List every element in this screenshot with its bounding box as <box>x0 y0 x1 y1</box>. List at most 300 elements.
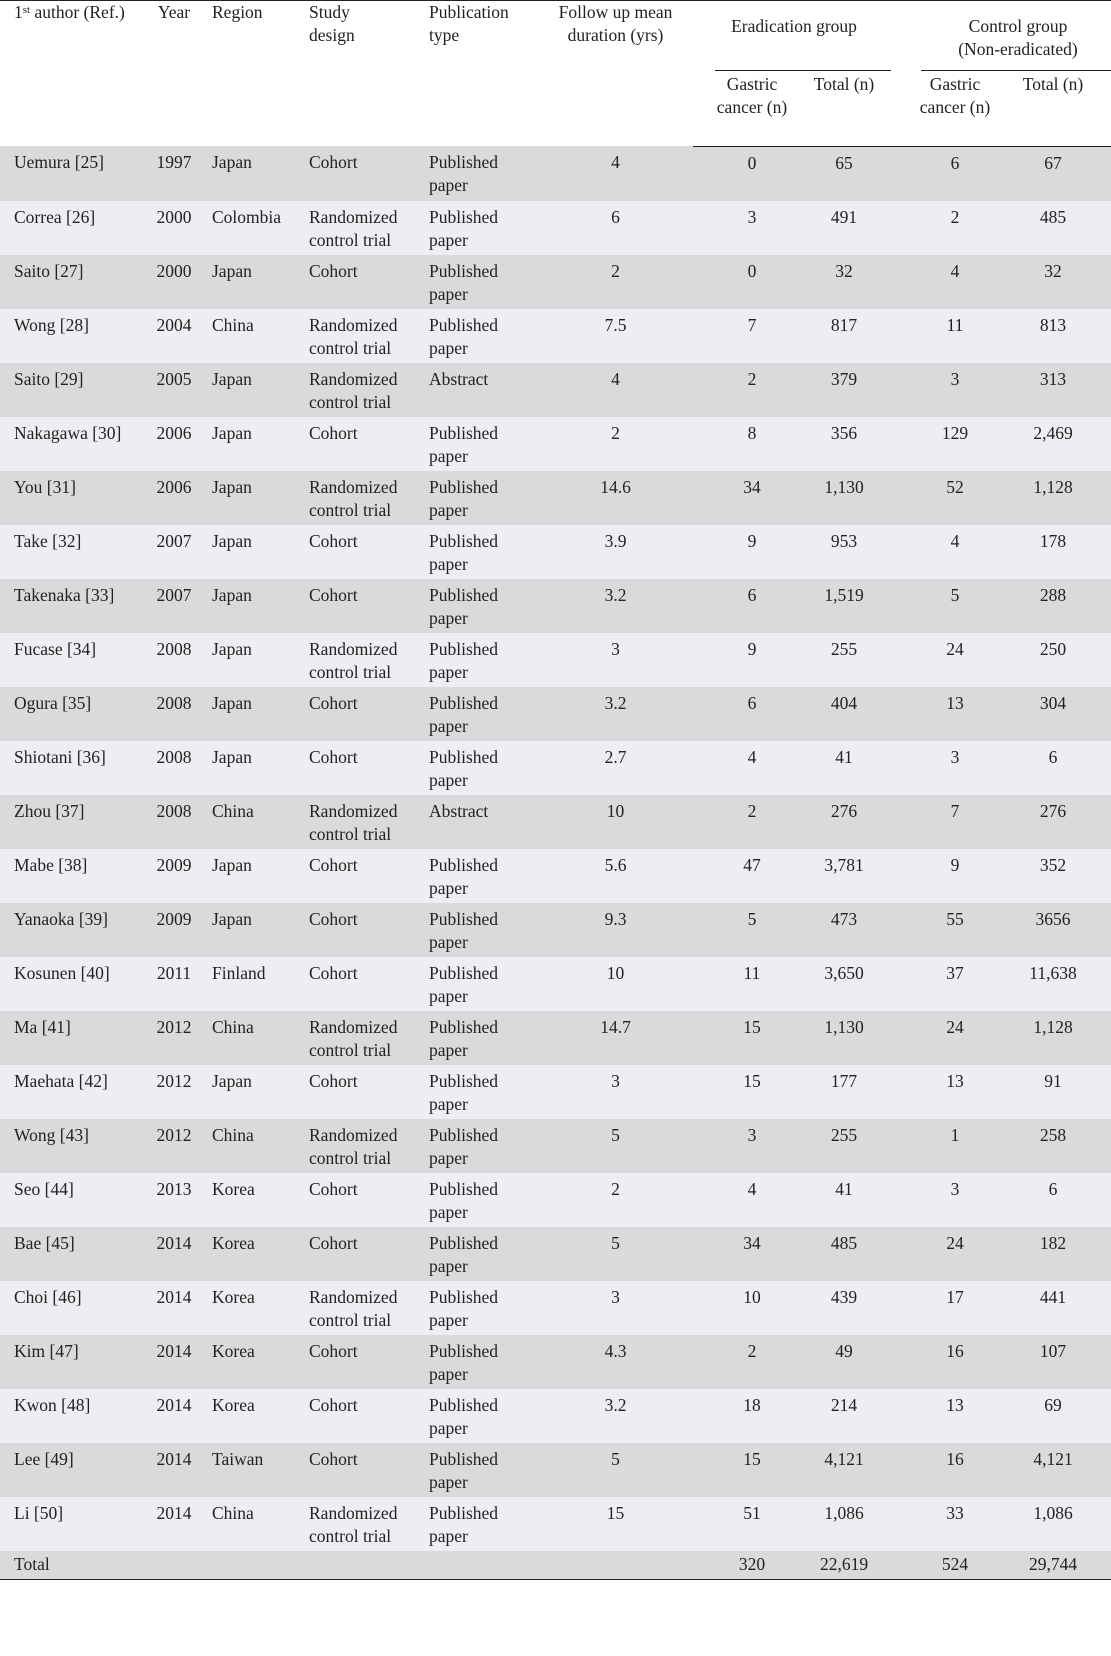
cell-study-design-line: Randomized <box>309 476 398 497</box>
cell-author: Zhou [37] <box>14 800 85 821</box>
cell-publication-type-line: Published <box>429 1124 499 1145</box>
cell-erad-total: 1,519 <box>824 584 864 605</box>
cell-erad-gastric-cancer: 7 <box>747 314 757 335</box>
cell-publication-type <box>429 309 538 363</box>
cell-year: 2007 <box>156 584 192 605</box>
cell-erad-gastric-cancer: 9 <box>747 530 757 551</box>
cell-publication-type <box>429 687 538 741</box>
cell-ctrl-total: 352 <box>1039 854 1067 875</box>
cell-publication-type <box>429 957 538 1011</box>
cell-ctrl-gastric-cancer: 33 <box>946 1502 964 1523</box>
cell-study-design <box>306 1443 429 1497</box>
cell-ctrl-gastric-cancer: 37 <box>946 962 964 983</box>
empty-cell <box>538 1551 693 1580</box>
cell-followup: 4 <box>611 152 620 172</box>
table-row <box>0 849 1111 903</box>
cell-publication-type <box>429 903 538 957</box>
ctrl-total-header: Total (n) <box>995 73 1111 146</box>
cell-erad-gastric-cancer: 3 <box>747 206 757 227</box>
table-row <box>0 1335 1111 1389</box>
cell-publication-type <box>429 1173 538 1227</box>
cell-followup: 5 <box>611 1124 620 1145</box>
cell-ctrl-total: 485 <box>1039 206 1067 227</box>
cell-study-design-line: Randomized <box>309 314 398 335</box>
cell-publication-type-line: paper <box>429 1093 468 1114</box>
cell-study-design <box>306 1065 429 1119</box>
cell-followup: 2.7 <box>604 746 627 767</box>
cell-followup: 5 <box>611 1448 620 1469</box>
cell-publication-type-line: paper <box>429 1201 468 1222</box>
cell-ctrl-total: 6 <box>1048 1178 1058 1199</box>
cell-region: Japan <box>212 854 252 875</box>
cell-study-design <box>306 1227 429 1281</box>
cell-publication-type <box>429 1119 538 1173</box>
cell-year: 2005 <box>156 368 192 389</box>
cell-followup: 2 <box>611 260 620 281</box>
cell-study-design <box>306 795 429 849</box>
cell-erad-total: 255 <box>830 638 858 659</box>
cell-publication-type <box>429 255 538 309</box>
cell-ctrl-total: 6 <box>1048 746 1058 767</box>
empty-cell <box>204 1551 306 1580</box>
cell-erad-gastric-cancer: 15 <box>743 1070 761 1091</box>
cell-year: 2009 <box>156 854 192 875</box>
cell-ctrl-gastric-cancer: 24 <box>946 1232 964 1253</box>
total-row <box>0 1551 1111 1580</box>
cell-year: 2014 <box>156 1502 192 1523</box>
cell-study-design <box>306 687 429 741</box>
cell-year: 2008 <box>156 800 192 821</box>
header-row-1 <box>0 1 1111 74</box>
cell-author: Lee [49] <box>14 1448 74 1469</box>
cell-publication-type-line: paper <box>429 1309 468 1330</box>
cell-publication-type-line: Published <box>429 422 499 443</box>
cell-author: Correa [26] <box>14 206 96 227</box>
cell-study-design <box>306 1389 429 1443</box>
table-row <box>0 1227 1111 1281</box>
table-header <box>0 1 1111 147</box>
cell-study-design-line: control trial <box>309 1525 392 1546</box>
table-row <box>0 363 1111 417</box>
cell-study-design <box>306 471 429 525</box>
cell-study-design-line: Cohort <box>309 1340 358 1361</box>
cell-study-design-line: control trial <box>309 661 392 682</box>
cell-publication-type-line: Published <box>429 152 499 172</box>
cell-region: Korea <box>212 1178 255 1199</box>
cell-year: 2006 <box>156 476 192 497</box>
cell-study-design-line: control trial <box>309 499 392 520</box>
cell-region: Colombia <box>212 206 282 227</box>
cell-publication-type-line: Published <box>429 908 499 929</box>
cell-publication-type-line: paper <box>429 445 468 466</box>
cell-publication-type-line: paper <box>429 283 468 304</box>
cell-study-design <box>306 957 429 1011</box>
cell-region: Japan <box>212 368 252 389</box>
eradication-group-rule <box>715 70 891 71</box>
cell-publication-type <box>429 579 538 633</box>
cell-ctrl-gastric-cancer: 16 <box>946 1340 964 1361</box>
cell-region: Japan <box>212 422 252 443</box>
cell-study-design-line: control trial <box>309 823 392 844</box>
cell-study-design-line: Cohort <box>309 1070 358 1091</box>
cell-publication-type <box>429 1227 538 1281</box>
cell-study-design-line: Randomized <box>309 1016 398 1037</box>
cell-followup: 2 <box>611 1178 620 1199</box>
cell-publication-type <box>429 795 538 849</box>
cell-publication-type-line: Published <box>429 1178 499 1199</box>
cell-erad-gastric-cancer: 2 <box>747 1340 757 1361</box>
col-region-header: Region <box>212 2 263 22</box>
cell-ctrl-total: 32 <box>1044 260 1062 281</box>
cell-study-design <box>306 146 429 201</box>
cell-erad-total: 49 <box>835 1340 853 1361</box>
cell-ctrl-total: 182 <box>1039 1232 1067 1253</box>
cell-year: 2013 <box>156 1178 192 1199</box>
cell-study-design <box>306 1497 429 1551</box>
cell-publication-type-line: Published <box>429 530 499 551</box>
cell-ctrl-gastric-cancer: 129 <box>941 422 969 443</box>
cell-region: Japan <box>212 638 252 659</box>
cell-author: Take [32] <box>14 530 82 551</box>
cell-ctrl-gastric-cancer: 9 <box>950 854 960 875</box>
cell-region: Japan <box>212 152 252 172</box>
cell-erad-gastric-cancer: 2 <box>747 800 757 821</box>
cell-erad-gastric-cancer: 4 <box>747 1178 757 1199</box>
table-row <box>0 903 1111 957</box>
cell-year: 2012 <box>156 1124 192 1145</box>
cell-author: Ma [41] <box>14 1016 71 1037</box>
cell-study-design-line: Cohort <box>309 1394 358 1415</box>
cell-study-design-line: Cohort <box>309 1178 358 1199</box>
cell-followup: 3.9 <box>604 530 627 551</box>
cell-study-design <box>306 525 429 579</box>
cell-year: 2012 <box>156 1016 192 1037</box>
cell-publication-type <box>429 201 538 255</box>
cell-study-design-line: Randomized <box>309 1502 398 1523</box>
cell-year: 2000 <box>156 260 192 281</box>
cell-study-design-line: Cohort <box>309 962 358 983</box>
cell-author: Maehata [42] <box>14 1070 108 1091</box>
cell-erad-total: 177 <box>830 1070 858 1091</box>
total-ctrl-gastric-cancer: 524 <box>895 1551 995 1580</box>
cell-author: Saito [27] <box>14 260 84 281</box>
cell-author: Nakagawa [30] <box>14 422 122 443</box>
cell-ctrl-total: 11,638 <box>1029 962 1077 983</box>
cell-publication-type-line: paper <box>429 715 468 736</box>
cell-author: Li [50] <box>14 1502 64 1523</box>
cell-publication-type-line: Published <box>429 1448 499 1469</box>
cell-publication-type-line: paper <box>429 175 468 195</box>
cell-publication-type-line: Published <box>429 746 499 767</box>
cell-study-design-line: Randomized <box>309 368 398 389</box>
cell-study-design <box>306 363 429 417</box>
cell-erad-total: 65 <box>835 152 853 173</box>
cell-region: China <box>212 800 254 821</box>
col-year-header: Year <box>157 2 191 22</box>
cell-erad-total: 276 <box>830 800 858 821</box>
table-row <box>0 795 1111 849</box>
cell-publication-type-line: paper <box>429 229 468 250</box>
cell-ctrl-gastric-cancer: 3 <box>950 368 960 389</box>
cell-erad-total: 1,130 <box>824 476 864 497</box>
table-row <box>0 579 1111 633</box>
empty-cell <box>306 1551 429 1580</box>
cell-erad-total: 356 <box>830 422 858 443</box>
cell-publication-type <box>429 525 538 579</box>
ctrl-gastric-cancer-header: Gastric cancer (n) <box>895 73 995 146</box>
cell-region: Korea <box>212 1340 255 1361</box>
cell-publication-type-line: Published <box>429 260 499 281</box>
cell-author: Seo [44] <box>14 1178 74 1199</box>
cell-publication-type-line: paper <box>429 607 468 628</box>
cell-author: Uemura [25] <box>14 152 104 172</box>
cell-erad-gastric-cancer: 15 <box>743 1448 761 1469</box>
cell-publication-type-line: Published <box>429 1232 499 1253</box>
cell-publication-type <box>429 1281 538 1335</box>
cell-erad-gastric-cancer: 0 <box>747 152 757 173</box>
cell-publication-type-line: Abstract <box>429 800 489 821</box>
cell-erad-gastric-cancer: 3 <box>747 1124 757 1145</box>
cell-followup: 3.2 <box>604 584 627 605</box>
cell-erad-gastric-cancer: 15 <box>743 1016 761 1037</box>
cell-year: 1997 <box>156 152 192 172</box>
cell-publication-type-line: paper <box>429 769 468 790</box>
cell-region: Korea <box>212 1232 255 1253</box>
cell-erad-gastric-cancer: 5 <box>747 908 757 929</box>
cell-erad-total: 404 <box>830 692 858 713</box>
cell-study-design <box>306 1335 429 1389</box>
table-row <box>0 1281 1111 1335</box>
cell-ctrl-total: 1,086 <box>1033 1502 1073 1523</box>
cell-region: China <box>212 1016 254 1037</box>
cell-study-design-line: Cohort <box>309 908 358 929</box>
cell-year: 2014 <box>156 1394 192 1415</box>
cell-followup: 3 <box>611 638 620 659</box>
cell-followup: 2 <box>611 422 620 443</box>
cell-author: Mabe [38] <box>14 854 88 875</box>
cell-publication-type <box>429 1389 538 1443</box>
cell-study-design-line: control trial <box>309 229 392 250</box>
empty-cell <box>429 1551 538 1580</box>
cell-study-design-line: control trial <box>309 1147 392 1168</box>
cell-study-design-line: control trial <box>309 337 392 358</box>
cell-ctrl-total: 107 <box>1039 1340 1067 1361</box>
cell-erad-total: 4,121 <box>824 1448 864 1469</box>
col-pubtype-header: Publication type <box>429 2 509 45</box>
cell-year: 2011 <box>156 962 192 983</box>
cell-study-design <box>306 1011 429 1065</box>
cell-ctrl-total: 178 <box>1039 530 1067 551</box>
cell-publication-type-line: Published <box>429 1340 499 1361</box>
cell-erad-gastric-cancer: 2 <box>747 368 757 389</box>
cell-publication-type-line: paper <box>429 1363 468 1384</box>
cell-publication-type <box>429 1443 538 1497</box>
cell-study-design <box>306 579 429 633</box>
cell-ctrl-total: 441 <box>1039 1286 1067 1307</box>
cell-followup: 10 <box>606 962 625 983</box>
cell-ctrl-gastric-cancer: 52 <box>946 476 964 497</box>
cell-ctrl-total: 250 <box>1039 638 1067 659</box>
cell-erad-total: 1,130 <box>824 1016 864 1037</box>
cell-erad-gastric-cancer: 6 <box>747 584 757 605</box>
cell-year: 2014 <box>156 1448 192 1469</box>
cell-ctrl-total: 69 <box>1044 1394 1062 1415</box>
cell-study-design-line: Cohort <box>309 854 358 875</box>
cell-year: 2004 <box>156 314 192 335</box>
cell-erad-total: 379 <box>830 368 858 389</box>
table-row <box>0 687 1111 741</box>
cell-author: Ogura [35] <box>14 692 92 713</box>
cell-publication-type-line: paper <box>429 1255 468 1276</box>
cell-ctrl-gastric-cancer: 2 <box>950 206 960 227</box>
cell-erad-gastric-cancer: 34 <box>743 476 761 497</box>
cell-followup: 9.3 <box>604 908 627 929</box>
cell-ctrl-gastric-cancer: 13 <box>946 692 964 713</box>
cell-publication-type <box>429 741 538 795</box>
cell-ctrl-total: 91 <box>1044 1070 1062 1091</box>
cell-author: Shiotani [36] <box>14 746 106 767</box>
cell-ctrl-gastric-cancer: 24 <box>946 638 964 659</box>
cell-followup: 10 <box>606 800 625 821</box>
cell-erad-total: 255 <box>830 1124 858 1145</box>
table-row <box>0 1497 1111 1551</box>
table-row <box>0 1065 1111 1119</box>
cell-publication-type-line: paper <box>429 1417 468 1438</box>
cell-publication-type-line: Published <box>429 314 499 335</box>
control-group-rule <box>921 70 1111 71</box>
table-row <box>0 146 1111 201</box>
cell-study-design <box>306 201 429 255</box>
cell-erad-gastric-cancer: 9 <box>747 638 757 659</box>
cell-publication-type-line: Published <box>429 1286 499 1307</box>
cell-region: Taiwan <box>212 1448 264 1469</box>
cell-author: Kwon [48] <box>14 1394 91 1415</box>
cell-erad-total: 41 <box>835 746 853 767</box>
cell-region: Finland <box>212 962 266 983</box>
cell-publication-type-line: Published <box>429 638 499 659</box>
cell-study-design <box>306 849 429 903</box>
cell-region: Korea <box>212 1286 255 1307</box>
cell-publication-type-line: Published <box>429 854 499 875</box>
cell-publication-type <box>429 849 538 903</box>
cell-followup: 15 <box>606 1502 625 1523</box>
cell-publication-type-line: paper <box>429 931 468 952</box>
cell-ctrl-total: 1,128 <box>1033 476 1073 497</box>
total-label: Total <box>0 1551 144 1580</box>
erad-gastric-cancer-header: Gastric cancer (n) <box>693 73 793 146</box>
cell-publication-type <box>429 1335 538 1389</box>
cell-erad-gastric-cancer: 4 <box>747 746 757 767</box>
cell-erad-total: 953 <box>830 530 858 551</box>
table-row <box>0 957 1111 1011</box>
table-row <box>0 309 1111 363</box>
cell-study-design-line: Randomized <box>309 800 398 821</box>
table-row <box>0 471 1111 525</box>
col-followup-header: Follow up mean duration (yrs) <box>558 2 673 45</box>
cell-publication-type <box>429 633 538 687</box>
cell-ctrl-gastric-cancer: 11 <box>946 314 964 335</box>
cell-publication-type-line: Abstract <box>429 368 489 389</box>
table-row <box>0 1119 1111 1173</box>
cell-author: Kim [47] <box>14 1340 79 1361</box>
cell-study-design-line: Cohort <box>309 692 358 713</box>
cell-author: Takenaka [33] <box>14 584 115 605</box>
cell-study-design-line: control trial <box>309 1039 392 1060</box>
cell-ctrl-gastric-cancer: 24 <box>946 1016 964 1037</box>
cell-study-design-line: Cohort <box>309 746 358 767</box>
cell-ctrl-gastric-cancer: 16 <box>946 1448 964 1469</box>
cell-year: 2014 <box>156 1286 192 1307</box>
cell-author: Choi [46] <box>14 1286 82 1307</box>
cell-publication-type-line: Published <box>429 1394 499 1415</box>
cell-followup: 7.5 <box>604 314 627 335</box>
eradication-group-header: Eradication group <box>693 1 895 74</box>
cell-ctrl-total: 813 <box>1039 314 1067 335</box>
cell-study-design-line: Cohort <box>309 422 358 443</box>
cell-publication-type <box>429 471 538 525</box>
cell-study-design-line: Cohort <box>309 260 358 281</box>
cell-study-design-line: Randomized <box>309 1286 398 1307</box>
cell-ctrl-total: 3656 <box>1035 908 1071 929</box>
cell-study-design-line: control trial <box>309 1309 392 1330</box>
cell-ctrl-total: 67 <box>1044 152 1062 173</box>
cell-publication-type-line: paper <box>429 337 468 358</box>
cell-erad-total: 491 <box>830 206 858 227</box>
cell-study-design-line: Cohort <box>309 584 358 605</box>
cell-author: Saito [29] <box>14 368 84 389</box>
cell-study-design-line: Cohort <box>309 530 358 551</box>
cell-region: Japan <box>212 1070 252 1091</box>
table-row <box>0 1443 1111 1497</box>
cell-publication-type-line: paper <box>429 1525 468 1546</box>
cell-publication-type-line: paper <box>429 661 468 682</box>
cell-publication-type-line: Published <box>429 476 499 497</box>
cell-publication-type-line: Published <box>429 1016 499 1037</box>
cell-followup: 3.2 <box>604 1394 627 1415</box>
cell-ctrl-total: 304 <box>1039 692 1067 713</box>
cell-ctrl-gastric-cancer: 55 <box>946 908 964 929</box>
cell-erad-total: 32 <box>835 260 853 281</box>
cell-study-design-line: Cohort <box>309 1448 358 1469</box>
cell-publication-type-line: paper <box>429 877 468 898</box>
cell-followup: 3 <box>611 1070 620 1091</box>
cell-erad-total: 3,650 <box>824 962 864 983</box>
cell-author: Wong [28] <box>14 314 89 335</box>
cell-author: Wong [43] <box>14 1124 89 1145</box>
table-row <box>0 255 1111 309</box>
cell-publication-type-line: Published <box>429 1502 499 1523</box>
cell-erad-gastric-cancer: 6 <box>747 692 757 713</box>
cell-publication-type-line: Published <box>429 692 499 713</box>
cell-erad-gastric-cancer: 51 <box>743 1502 761 1523</box>
cell-followup: 5.6 <box>604 854 627 875</box>
cell-ctrl-total: 2,469 <box>1033 422 1073 443</box>
cell-erad-total: 41 <box>835 1178 853 1199</box>
cell-publication-type <box>429 1011 538 1065</box>
cell-publication-type <box>429 363 538 417</box>
cell-publication-type <box>429 146 538 201</box>
cell-erad-total: 3,781 <box>824 854 864 875</box>
cell-ctrl-gastric-cancer: 4 <box>950 260 960 281</box>
table-row <box>0 1011 1111 1065</box>
cell-year: 2014 <box>156 1340 192 1361</box>
cell-publication-type-line: Published <box>429 584 499 605</box>
cell-erad-gastric-cancer: 18 <box>743 1394 761 1415</box>
cell-ctrl-gastric-cancer: 13 <box>946 1394 964 1415</box>
cell-publication-type <box>429 417 538 471</box>
cell-region: Japan <box>212 530 252 551</box>
table-row <box>0 633 1111 687</box>
